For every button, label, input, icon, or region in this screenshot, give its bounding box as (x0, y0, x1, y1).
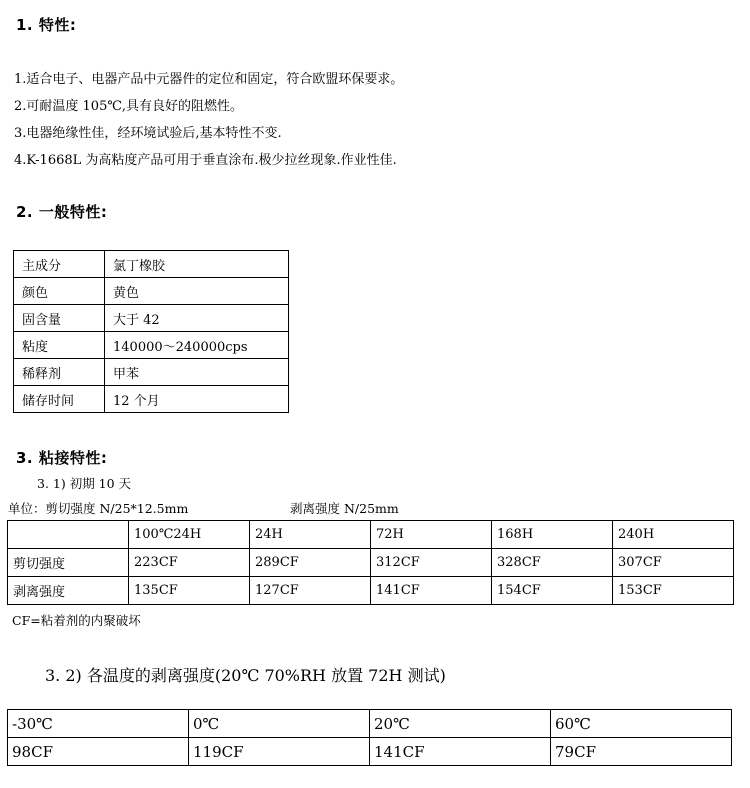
subsection-3-2-title: 3. 2) 各温度的剥离强度(20℃ 70%RH 放置 72H 测试) (45, 666, 446, 685)
feature-item-3: 3.电器绝缘性佳，经环境试验后,基本特性不变. (14, 126, 282, 141)
temperature-cell: 60℃ (551, 710, 732, 738)
temperature-cell: -30℃ (8, 710, 189, 738)
row-label: 剥离强度 (8, 577, 129, 605)
header-cell: 72H (371, 521, 492, 549)
table-cell: 328CF (492, 549, 613, 577)
unit-peel-label: 剥离强度 N/25mm (290, 501, 399, 516)
table-row (14, 332, 289, 359)
unit-shear-label: 单位：剪切强度 N/25*12.5mm (8, 501, 189, 516)
table-header-row (8, 521, 734, 549)
table-row (14, 251, 289, 278)
table-cell: 289CF (250, 549, 371, 577)
header-cell: 100℃24H (129, 521, 250, 549)
property-value: 大于 42 (105, 305, 289, 332)
table-cell: 127CF (250, 577, 371, 605)
property-name: 颜色 (14, 278, 105, 305)
temperature-cell: 20℃ (370, 710, 551, 738)
header-cell: 24H (250, 521, 371, 549)
feature-item-4: 4.K-1668L 为高粘度产品可用于垂直涂布.极少拉丝现象.作业性佳. (14, 153, 397, 168)
table-row (8, 549, 734, 577)
table-cell: 312CF (371, 549, 492, 577)
table-row (8, 577, 734, 605)
section-2-heading: 2. 一般特性: (16, 203, 108, 221)
property-value: 140000～240000cps (105, 332, 289, 359)
table-row (14, 359, 289, 386)
property-value: 12 个月 (105, 386, 289, 413)
property-name: 稀释剂 (14, 359, 105, 386)
feature-item-2: 2.可耐温度 105℃,具有良好的阻燃性。 (14, 99, 244, 114)
table-row (14, 278, 289, 305)
property-name: 储存时间 (14, 386, 105, 413)
table-cell: 119CF (189, 738, 370, 766)
table-cell: 153CF (613, 577, 734, 605)
table-cell: 79CF (551, 738, 732, 766)
section-1-heading: 1. 特性: (16, 16, 77, 34)
peel-strength-by-temperature-table (7, 709, 732, 766)
table-cell: 141CF (371, 577, 492, 605)
table-cell: 154CF (492, 577, 613, 605)
table-cell: 307CF (613, 549, 734, 577)
header-cell: 168H (492, 521, 613, 549)
property-name: 主成分 (14, 251, 105, 278)
feature-item-1: 1.适合电子、电器产品中元器件的定位和固定，符合欧盟环保要求。 (14, 72, 404, 87)
table-cell: 98CF (8, 738, 189, 766)
section-3-heading: 3. 粘接特性: (16, 449, 108, 467)
temperature-cell: 0℃ (189, 710, 370, 738)
cf-note: CF=粘着剂的内聚破坏 (12, 613, 141, 628)
adhesion-strength-table (7, 520, 734, 605)
subsection-3-1-title: 3. 1) 初期 10 天 (37, 476, 132, 491)
table-row (14, 386, 289, 413)
property-name: 固含量 (14, 305, 105, 332)
property-value: 黄色 (105, 278, 289, 305)
general-properties-table (13, 250, 289, 413)
table-row (14, 305, 289, 332)
table-row (8, 738, 732, 766)
property-value: 甲苯 (105, 359, 289, 386)
row-label: 剪切强度 (8, 549, 129, 577)
table-cell: 223CF (129, 549, 250, 577)
header-cell: 240H (613, 521, 734, 549)
header-cell (8, 521, 129, 549)
table-header-row (8, 710, 732, 738)
table-cell: 135CF (129, 577, 250, 605)
table-cell: 141CF (370, 738, 551, 766)
property-name: 粘度 (14, 332, 105, 359)
property-value: 氯丁橡胶 (105, 251, 289, 278)
